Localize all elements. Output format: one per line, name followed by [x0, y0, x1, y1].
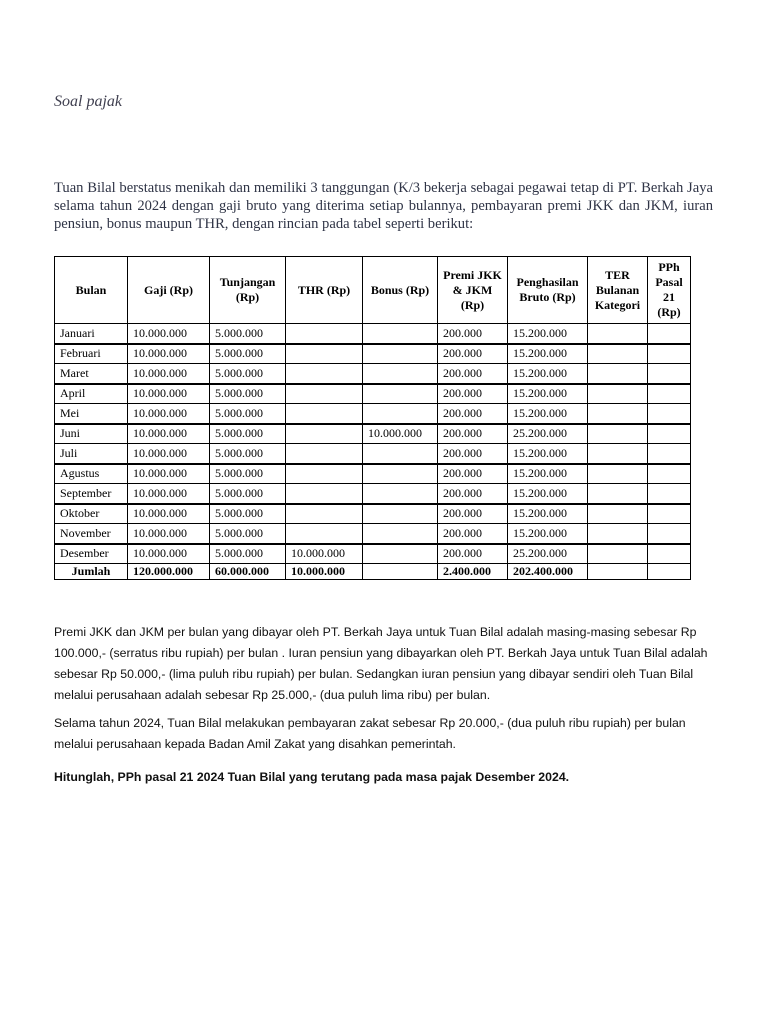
table-cell: 10.000.000	[128, 404, 210, 424]
table-cell: 10.000.000	[128, 364, 210, 384]
table-cell: 10.000.000	[128, 444, 210, 464]
table-cell	[648, 524, 691, 544]
table-row	[55, 384, 691, 404]
table-cell	[286, 404, 363, 424]
table-cell: 10.000.000	[128, 344, 210, 364]
table-row	[55, 484, 691, 504]
table-cell	[363, 524, 438, 544]
table-cell	[648, 404, 691, 424]
table-cell	[363, 404, 438, 424]
table-row	[55, 324, 691, 344]
table-cell: 5.000.000	[210, 444, 286, 464]
month-cell: September	[55, 484, 128, 504]
table-row	[55, 364, 691, 384]
table-cell: 200.000	[438, 384, 508, 404]
table-cell: 200.000	[438, 484, 508, 504]
month-cell: Maret	[55, 364, 128, 384]
table-cell	[588, 524, 648, 544]
table-cell	[286, 344, 363, 364]
table-cell: 10.000.000	[128, 464, 210, 484]
table-cell	[588, 364, 648, 384]
total-cell	[648, 564, 691, 580]
month-cell: Mei	[55, 404, 128, 424]
table-cell	[648, 424, 691, 444]
total-cell	[363, 564, 438, 580]
table-cell	[286, 464, 363, 484]
column-header: Premi JKK & JKM (Rp)	[438, 257, 508, 324]
table-cell	[286, 384, 363, 404]
table-cell: 15.200.000	[508, 504, 588, 524]
table-cell: 200.000	[438, 424, 508, 444]
table-cell: 15.200.000	[508, 364, 588, 384]
table-cell	[648, 324, 691, 344]
table-cell: 200.000	[438, 504, 508, 524]
table-cell: 15.200.000	[508, 524, 588, 544]
table-cell	[286, 504, 363, 524]
table-cell	[588, 424, 648, 444]
zakat-paragraph: Selama tahun 2024, Tuan Bilal melakukan pembayaran zakat sebesar Rp 20.000,- (dua puluh ribu rupiah) per bulan melalui perusahaan kepada Badan Amil Zakat yang disahkan pemerintah.	[54, 716, 686, 751]
total-cell: 10.000.000	[286, 564, 363, 580]
table-cell: 25.200.000	[508, 424, 588, 444]
table-cell	[286, 364, 363, 384]
table-cell: 200.000	[438, 344, 508, 364]
total-cell: 60.000.000	[210, 564, 286, 580]
table-cell: 15.200.000	[508, 444, 588, 464]
table-cell: 10.000.000	[128, 424, 210, 444]
table-cell	[588, 444, 648, 464]
table-cell: 15.200.000	[508, 384, 588, 404]
table-cell: 25.200.000	[508, 544, 588, 564]
table-cell: 10.000.000	[128, 324, 210, 344]
table-cell	[363, 484, 438, 504]
table-cell: 200.000	[438, 464, 508, 484]
table-cell	[648, 504, 691, 524]
table-cell	[648, 484, 691, 504]
total-cell	[588, 564, 648, 580]
table-cell: 200.000	[438, 444, 508, 464]
column-header: TER Bulanan Kategori	[588, 257, 648, 324]
table-cell: 5.000.000	[210, 484, 286, 504]
table-cell: 200.000	[438, 524, 508, 544]
table-cell: 10.000.000	[128, 524, 210, 544]
table-cell: 5.000.000	[210, 464, 286, 484]
table-row	[55, 464, 691, 484]
table-cell: 5.000.000	[210, 344, 286, 364]
table-row	[55, 504, 691, 524]
table-cell: 5.000.000	[210, 384, 286, 404]
table-cell: 5.000.000	[210, 424, 286, 444]
table-cell	[363, 364, 438, 384]
table-cell	[588, 404, 648, 424]
table-cell: 15.200.000	[508, 344, 588, 364]
table-cell: 200.000	[438, 544, 508, 564]
table-cell: 200.000	[438, 324, 508, 344]
table-cell: 10.000.000	[128, 504, 210, 524]
column-header: Penghasilan Bruto (Rp)	[508, 257, 588, 324]
month-cell: Februari	[55, 344, 128, 364]
month-cell: Januari	[55, 324, 128, 344]
table-cell: 200.000	[438, 404, 508, 424]
intro-paragraph: Tuan Bilal berstatus menikah dan memiliki 3 tanggungan (K/3 bekerja sebagai pegawai tetap di PT. Berkah Jaya selama tahun 2024 dengan gaji bruto yang diterima setiap bulannya, pembayaran premi JKK dan JKM, iuran pensiun, bonus maupun THR, dengan rincian pada tabel seperti berikut:	[54, 180, 713, 232]
table-cell	[648, 544, 691, 564]
table-cell	[363, 464, 438, 484]
table-cell	[588, 384, 648, 404]
table-cell	[588, 324, 648, 344]
month-cell: Juni	[55, 424, 128, 444]
month-cell: November	[55, 524, 128, 544]
table-cell	[588, 544, 648, 564]
table-row	[55, 404, 691, 424]
table-cell: 5.000.000	[210, 404, 286, 424]
table-cell: 10.000.000	[286, 544, 363, 564]
table-cell: 200.000	[438, 364, 508, 384]
table-cell: 15.200.000	[508, 324, 588, 344]
premium-paragraph: Premi JKK dan JKM per bulan yang dibayar oleh PT. Berkah Jaya untuk Tuan Bilal adalah masing-masing sebesar Rp 100.000,- (serratus ribu rupiah) per bulan . Iuran pensiun yang dibayarkan oleh PT. Berkah Jaya untuk Tuan Bilal adalah sebesar Rp 50.000,- (lima puluh ribu rupiah) per bulan. Sedangkan iuran pensiun yang dibayar sendiri oleh Tuan Bilal melalui perusahaan adalah sebesar Rp 25.000,- (dua puluh lima ribu) per bulan.	[54, 625, 708, 702]
document-title: Soal pajak	[54, 93, 122, 110]
table-cell: 5.000.000	[210, 364, 286, 384]
table-cell	[286, 444, 363, 464]
table-cell	[286, 424, 363, 444]
month-cell: Juli	[55, 444, 128, 464]
table-cell: 10.000.000	[128, 484, 210, 504]
table-cell	[588, 464, 648, 484]
table-cell	[286, 324, 363, 344]
table-cell: 10.000.000	[363, 424, 438, 444]
table-cell	[648, 444, 691, 464]
total-label: Jumlah	[55, 564, 128, 580]
table-cell	[363, 324, 438, 344]
table-cell	[363, 544, 438, 564]
table-total-row	[55, 564, 691, 580]
table-row	[55, 344, 691, 364]
table-row	[55, 444, 691, 464]
table-cell	[648, 344, 691, 364]
income-table	[54, 256, 691, 580]
table-cell	[363, 444, 438, 464]
table-header-row	[55, 257, 691, 324]
month-cell: Desember	[55, 544, 128, 564]
table-cell	[286, 524, 363, 544]
table-cell: 5.000.000	[210, 524, 286, 544]
table-cell: 15.200.000	[508, 484, 588, 504]
table-cell: 10.000.000	[128, 384, 210, 404]
table-cell	[648, 464, 691, 484]
table-row	[55, 424, 691, 444]
table-cell	[588, 504, 648, 524]
total-cell: 2.400.000	[438, 564, 508, 580]
column-header: Bonus (Rp)	[363, 257, 438, 324]
total-cell: 202.400.000	[508, 564, 588, 580]
table-cell	[286, 484, 363, 504]
table-cell	[648, 364, 691, 384]
table-cell: 15.200.000	[508, 404, 588, 424]
table-cell	[363, 504, 438, 524]
table-cell: 5.000.000	[210, 504, 286, 524]
column-header: Tunjangan (Rp)	[210, 257, 286, 324]
table-row	[55, 544, 691, 564]
table-cell	[363, 384, 438, 404]
table-cell	[588, 484, 648, 504]
total-cell: 120.000.000	[128, 564, 210, 580]
table-cell	[363, 344, 438, 364]
month-cell: April	[55, 384, 128, 404]
column-header: Gaji (Rp)	[128, 257, 210, 324]
column-header: PPh Pasal 21 (Rp)	[648, 257, 691, 324]
table-row	[55, 524, 691, 544]
month-cell: Agustus	[55, 464, 128, 484]
table-cell: 5.000.000	[210, 544, 286, 564]
table-cell	[648, 384, 691, 404]
column-header: Bulan	[55, 257, 128, 324]
question-paragraph: Hitunglah, PPh pasal 21 2024 Tuan Bilal yang terutang pada masa pajak Desember 2024.	[54, 770, 570, 784]
month-cell: Oktober	[55, 504, 128, 524]
table-cell: 10.000.000	[128, 544, 210, 564]
column-header: THR (Rp)	[286, 257, 363, 324]
table-cell: 15.200.000	[508, 464, 588, 484]
table-cell	[588, 344, 648, 364]
table-cell: 5.000.000	[210, 324, 286, 344]
